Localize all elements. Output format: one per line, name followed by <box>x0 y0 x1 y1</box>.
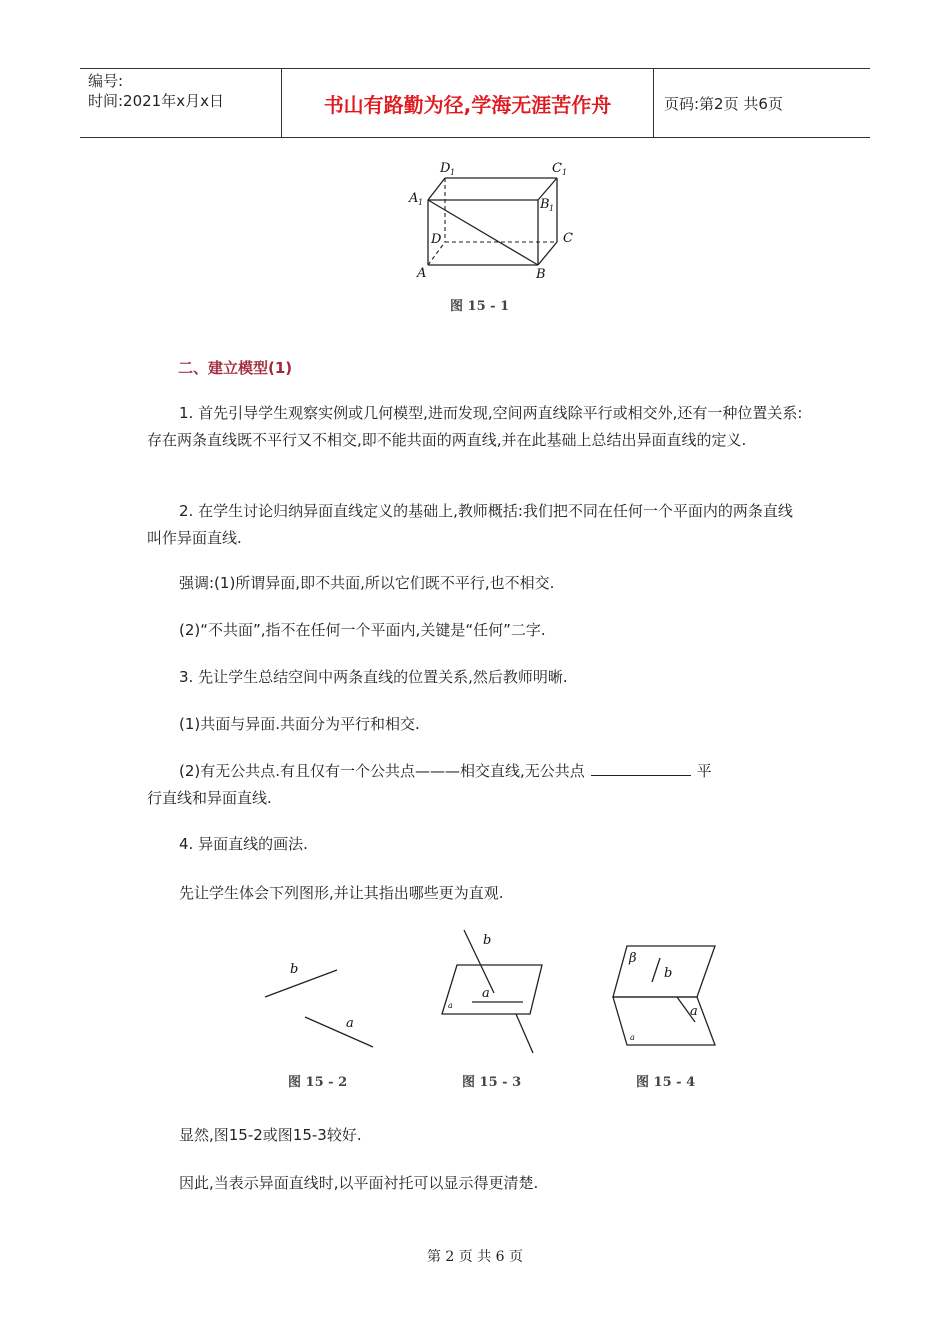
paragraph-1: 1. 首先引导学生观察实例或几何模型,进而发现,空间两直线除平行或相交外,还有一种位置关系:存在两条直线既不平行又不相交,即不能共面的两直线,并在此基础上总结出异面直线的定义. <box>147 404 803 449</box>
label-c1-sub: 1 <box>562 168 568 177</box>
label-d1: D <box>440 161 451 176</box>
paragraph-7-text-a: (2)有无公共点.有且仅有一个公共点———相交直线,无公共点 <box>179 762 585 780</box>
label-b1-sub: 1 <box>549 204 555 213</box>
header-motto-cell <box>282 69 654 137</box>
label-a1-sub: 1 <box>418 198 424 207</box>
figure-15-4-caption: 图 15 - 4 <box>636 1075 696 1090</box>
paragraph-8: 4. 异面直线的画法. <box>179 835 308 853</box>
page-footer: 第 2 页 共 6 页 <box>426 1249 524 1265</box>
label-c: C <box>563 231 573 246</box>
fig4-label-b: b <box>664 966 673 981</box>
header-meta <box>80 69 282 137</box>
fig2-label-b: b <box>290 962 299 977</box>
header-page-info-cell <box>654 69 870 137</box>
fig4-label-alpha: a <box>630 1033 635 1042</box>
time-label: 时间:2021年x月x日 <box>88 92 224 110</box>
paragraph-6: (1)共面与异面.共面分为平行和相交. <box>179 715 420 733</box>
paragraph-2: 2. 在学生讨论归纳异面直线定义的基础上,教师概括:我们把不同在任何一个平面内的两条直线叫作异面直线. <box>147 502 793 547</box>
paragraph-7 <box>147 758 807 812</box>
fig4-label-a-line: a <box>690 1004 698 1019</box>
label-d: D <box>431 232 442 247</box>
label-c1: C <box>552 161 562 176</box>
page-info: 页码:第2页 共6页 <box>664 94 783 113</box>
paragraph-10: 显然,图15-2或图15-3较好. <box>179 1126 362 1144</box>
paragraph-11: 因此,当表示异面直线时,以平面衬托可以显示得更清楚. <box>179 1174 539 1192</box>
paragraph-4: (2)“不共面”,指不在任何一个平面内,关键是“任何”二字. <box>179 621 546 639</box>
paragraph-3: 强调:(1)所谓异面,即不共面,所以它们既不平行,也不相交. <box>179 574 555 592</box>
figure-15-3-caption: 图 15 - 3 <box>462 1075 522 1090</box>
label-b: B <box>536 267 546 282</box>
figure-15-1-caption: 图 15 - 1 <box>450 299 510 314</box>
figure-15-2-caption: 图 15 - 2 <box>288 1075 348 1090</box>
fig3-label-alpha: a <box>448 1001 453 1010</box>
fig2-label-a: a <box>346 1016 354 1031</box>
number-label: 编号: <box>88 72 124 90</box>
page-header <box>80 68 870 138</box>
paragraph-7-text-b: 平 <box>696 762 712 780</box>
section-title: 二、建立模型(1) <box>178 359 293 377</box>
paragraph-9: 先让学生体会下列图形,并让其指出哪些更为直观. <box>179 884 504 902</box>
motto: 书山有路勤为径,学海无涯苦作舟 <box>323 92 612 117</box>
figure-15-4 <box>605 940 735 1095</box>
label-a: A <box>417 266 427 281</box>
label-a1: A <box>409 191 419 206</box>
paragraph-7-text-c: 行直线和异面直线. <box>147 789 272 807</box>
label-d1-sub: 1 <box>450 168 456 177</box>
figure-15-1 <box>400 150 590 320</box>
figure-15-3 <box>430 925 560 1095</box>
figure-15-2 <box>255 955 385 1095</box>
fig3-label-b: b <box>483 933 492 948</box>
fig3-label-a-line: a <box>482 986 490 1001</box>
paragraph-5: 3. 先让学生总结空间中两条直线的位置关系,然后教师明晰. <box>179 668 568 686</box>
fig4-label-beta: β <box>629 951 637 966</box>
label-b1: B <box>540 197 550 212</box>
fill-in-blank[interactable] <box>591 761 691 776</box>
